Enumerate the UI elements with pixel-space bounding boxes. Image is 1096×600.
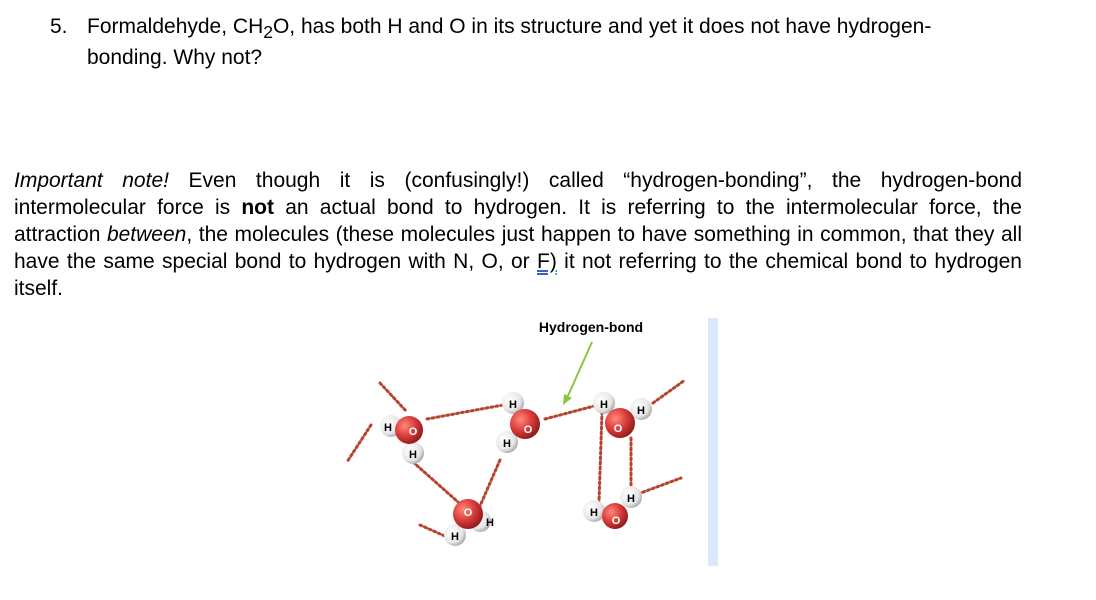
- svg-text:H: H: [486, 517, 494, 529]
- svg-text:H: H: [509, 399, 517, 411]
- svg-text:H: H: [384, 422, 392, 434]
- water-molecule: [583, 486, 642, 529]
- svg-text:H: H: [503, 438, 511, 450]
- svg-text:H: H: [637, 405, 645, 417]
- svg-text:H: H: [627, 493, 635, 505]
- svg-text:H: H: [600, 399, 608, 411]
- hydrogen-bond-label: Hydrogen-bond: [538, 319, 644, 335]
- svg-text:O: O: [463, 507, 473, 519]
- note-italic-between: between: [106, 223, 187, 246]
- question-text: Formaldehyde, $CH_2O$, has both H and O in its structure and yet it does not have hydrogen-bonding. Why not?: [87, 15, 932, 70]
- selection-strip: [708, 318, 718, 566]
- label-arrow: [567, 342, 592, 398]
- svg-text:O: O: [408, 426, 418, 438]
- note-lead: Important note!: [14, 169, 169, 192]
- question-5: [50, 14, 1010, 71]
- important-note: Important note! Even though it is (confusingly!) called “hydrogen-bonding”, the hydrogen-bond intermolecular force is not an actual bond to hydrogen. It is referring to the intermolecular force, the attraction between, the molecules (these molecules just happen to have something in common, that they all have the same special bond to hydrogen with N, O, or F) it not referring to the chemical bond to hydrogen itself.: [14, 169, 1022, 300]
- svg-text:O: O: [523, 424, 533, 436]
- note-bold-not: not: [241, 196, 274, 219]
- svg-text:H: H: [451, 531, 459, 543]
- svg-text:H: H: [590, 507, 598, 519]
- svg-text:O: O: [613, 423, 623, 435]
- spelling-marked-f: F): [537, 250, 557, 273]
- water-molecule: [444, 499, 494, 546]
- hydrogen-bond-diagram: [335, 310, 735, 570]
- water-molecule: [380, 415, 424, 464]
- svg-text:O: O: [611, 515, 621, 527]
- subscript-2: 2: [263, 22, 273, 43]
- question-number: 5.: [50, 15, 68, 38]
- svg-text:H: H: [409, 449, 417, 461]
- water-molecule: [496, 392, 540, 453]
